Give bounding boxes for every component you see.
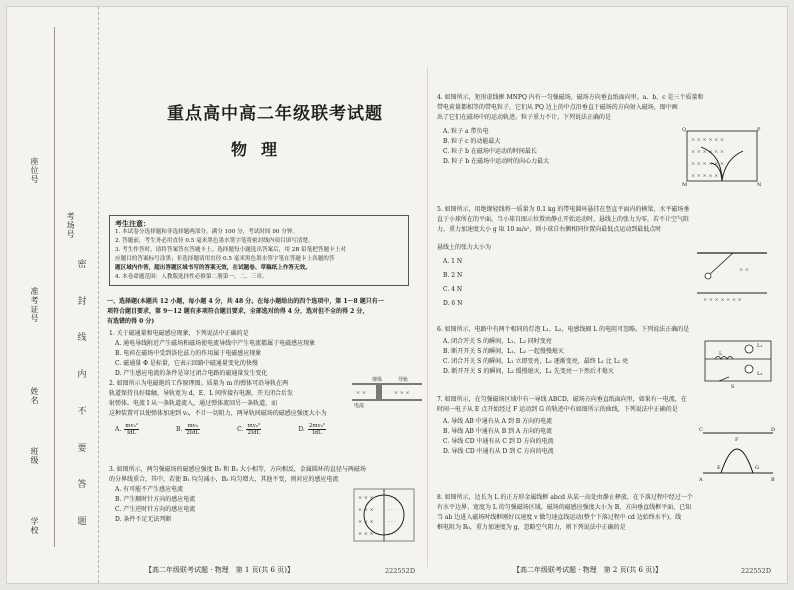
seal-char: 要 [77,443,87,454]
svg-text:G: G [755,465,759,471]
question-stem: 的分界线重合，其中，若使 B₁ 均匀减小，B₂ 均匀增大，其他不变，则对应的感应电流 [109,476,339,483]
seal-char: 密 [77,260,87,270]
svg-text:L₁: L₁ [757,343,763,349]
option: A. 粒子 a 带负电 [443,128,489,135]
inductor-circuit-figure [699,335,777,389]
binding-margin [7,7,99,583]
option: A. 1 N [443,258,463,265]
question-2-cont [109,409,421,419]
svg-text:B: B [771,477,775,483]
notice-item: 2. 答题前，考生务必用直径 0.5 毫米黑色墨水签字笔将密封线内项目填写清楚。 [115,238,314,244]
svg-text:× × × × × × ×: × × × × × × × [703,297,742,303]
railgun-figure [350,375,425,409]
question-stem: 当 ab 边进入磁场时线框刚好以速度 v 做匀速直线运动(整个下落过程中 cd 边始终水平)，线 [437,514,682,521]
svg-text:M: M [682,182,688,187]
seat-number-label: 考场号 [66,212,75,239]
option: A. 有可能不产生感应电流 [115,486,184,493]
ring-fields-figure [350,485,418,545]
svg-text:· · ·: · · · [388,495,396,501]
svg-text:L: L [719,351,723,357]
option: C. 磁通量 Φ 是标量，它表示回路中磁通量变化的快慢 [115,360,258,367]
option: B. 断开开关 S 的瞬间，L₁、L₂ 一起慢慢熄灭 [443,348,564,355]
svg-text:Q: Q [682,127,687,133]
question-stem: 8. 如图所示，边长为 L 的正方形金属线框 abcd 从某一高处由静止释放，在下落过程中经过一个 [437,494,693,501]
notice-item: 题区域内作答，超出答题区域书写的答案无效，在试题卷、草稿纸上作答无效。 [115,265,311,271]
seal-char: 不 [77,406,87,417]
svg-text:× × ×: × × × [358,495,374,501]
question-stem: 框电阻为 R₀，重力加速度为 g，忽略空气阻力，则下列说法中正确的是 [437,524,626,531]
svg-text:P: P [757,127,761,133]
option: C. 产生逆时针方向的感应电流 [115,506,196,513]
question-stem: 1. 关于磁通量和电磁感应现象，下列说法中正确的是 [109,330,249,337]
seal-char: 答 [77,480,87,491]
question-stem: 悬线上的张力大小为 [437,244,492,251]
question-8 [437,493,777,533]
rail-label: 导轨 [398,377,409,383]
option: C. $\frac{\text{mv₀²}}{\text{2IdL}}$ [237,423,261,436]
exam-title: 重点高中高二年级联考试题 [167,104,383,124]
class-label: 班级 [30,447,39,465]
option: D. 导线 CD 中通有从 D 到 C 方向的电流 [443,448,554,455]
svg-text:N: N [757,182,762,187]
section-1-instructions [107,297,419,327]
option: D. 6 N [443,300,463,307]
exam-code: 222552D [385,567,416,575]
school-label: 学校 [30,517,39,535]
page-2 [431,7,783,583]
option: D. 条件不足无法判断 [115,516,172,523]
seal-char: 题 [77,516,87,527]
section-line: 有选错的得 0 分) [107,318,155,325]
option: B. 导线 AB 中通有从 B 到 A 方向的电流 [443,428,553,435]
option: A. 通电导线附近产生磁场和磁场使电流导线中产生电流都属于电磁感应现象 [115,340,316,347]
question-stem: 有水平边界、宽度为 L 的匀强磁场区域，磁场的磁感应强度大小为 B，方向垂直线框平面，已知 [437,504,692,511]
question-stem: 2. 如图所示为电磁炮的工作原理图。质量为 m 的弹体可沿导轨在两 [109,380,289,387]
option: B. 粒子 c 的动能最大 [443,138,501,145]
svg-text:E: E [717,465,721,471]
binding-line [54,27,55,547]
option: C. 导线 CD 中通有从 C 到 D 方向的电流 [443,438,554,445]
svg-text:S: S [731,384,735,389]
section-lead: 一、选择题(本题共 12 小题，每小题 4 分，共 48 分。在每小题给出的四个选项中，第 1～8 题只有一 [107,298,384,305]
svg-text:× × ×: × × × [358,531,374,537]
svg-text:× × ×: × × × [358,507,374,513]
svg-text:F: F [735,437,739,443]
seal-char: 封 [77,296,87,307]
svg-text:· · ·: · · · [388,519,396,525]
q2-options [109,423,329,437]
svg-text:× × ×: × × × [358,519,374,525]
seal-char: 内 [77,370,87,381]
option: C. 粒子 b 在磁场中运动的时间最长 [443,148,537,155]
option: A. 闭合开关 S 的瞬间，L₁、L₂ 同时变亮 [443,338,552,345]
footer-page-2: 【高二年级联考试题 · 物理 第 2 页(共 6 页)】 [513,566,662,574]
notice-item: 3. 考生作答时，请将答案答在答题卡上。选择题每小题选出答案后，用 2B 铅笔把答题卡上对 [115,247,346,253]
svg-text:× × × × × ×: × × × × × × [691,137,725,143]
question-stem: 6. 如图所示，电路中有两个相同的灯泡 L₁、L₂，电感线圈 L 的电阻可忽略。下列说法正确的是 [437,326,690,333]
question-stem: 出了它们在磁场中的运动轨迹。粒子重力不计。下列说法正确的是 [437,114,612,121]
option: D. $\frac{\text{2mv₀²}}{\text{IdL}}$ [298,423,326,436]
question-stem: 3. 如图所示，两匀强磁场的磁感应强度 B₁ 和 B₂ 大小相等，方向相反，金属圆环的直径与两磁场 [109,466,366,473]
question-1 [109,329,421,379]
question-stem: 7. 如图所示，在匀强磁场区域中有一导线 ABCD，磁场方向垂直纸面向里，如果有一电流，在 [437,396,687,403]
option: D. 产生感应电流的条件是穿过闭合电路的磁通量发生变化 [115,370,268,377]
svg-text:L₂: L₂ [757,371,763,377]
seat-label: 座位号 [30,157,39,184]
name-label: 姓名 [30,387,39,405]
footer-page-1: 【高二年级联考试题 · 物理 第 1 页(共 6 页)】 [145,566,294,574]
option: B. 电荷在磁场中受到洛伦兹力的作用属于电磁感应现象 [115,350,262,357]
option: B. $\frac{\text{mv₀}}{\text{2IdL}}$ [175,423,200,436]
svg-text:× × × × × ×: × × × × × × [691,161,725,167]
svg-text:· · ·: · · · [388,507,396,513]
notice-item: 1. 本试卷分选择题和非选择题两部分。满分 100 分，考试时间 90 分钟。 [115,229,299,235]
seal-line-text [75,257,89,527]
question-stem: 射弹体。电流 I 从一条轨道流入，通过弹体流回另一条轨道，而 [109,400,278,407]
page-divider [427,67,428,567]
option: D. 断开开关 S 的瞬间，L₂ 缓慢熄灭，L₁ 先变亮一下然后才熄灭 [443,368,614,375]
page-1 [105,7,425,583]
exam-sheet [6,6,788,584]
question-stem: 时间一电子从 E 点开始经过 F 运动到 G 的轨迹中有如图所示的曲线，下列说法中正确的是 [437,406,678,413]
body-label: 弹体 [372,377,383,383]
seal-char: 线 [77,333,87,344]
svg-text:· · ·: · · · [388,531,396,537]
option: B. 产生顺时针方向的感应电流 [115,496,196,503]
svg-text:× × ×: × × × [394,390,410,396]
magnetic-box-figure [681,125,763,187]
notice-item: 4. 本卷命题范围：人教版选择性必修第二册第一、二、三章。 [115,274,268,280]
question-stem: 带电荷量都相等的带电粒子，它们从 PQ 边上的中点沿垂直于磁场的方向射入磁场，图中画 [437,104,678,111]
question-stem: 直于小球所在的平面，当小球自图示位置由静止开始运动时，悬线上的张力为零，若不计空气阻 [437,216,690,223]
svg-text:D: D [771,427,776,433]
notice-item: 应题目的答案标号涂黑；非选择题请用直径 0.5 毫米黑色墨水签字笔在答题卡上各题的答 [115,256,335,262]
exam-number-label: 准考证号 [30,287,39,323]
svg-text:× ×: × × [356,390,366,396]
notice-box [109,215,409,286]
option: D. 粒子 b 在磁场中运动时的向心力最大 [443,158,550,165]
question-stem: 5. 如图所示，用绝缘轻线将一质量为 0.1 kg 的带电圆环悬挂在竖直平面内的横梁，水平磁场垂 [437,206,690,213]
svg-text:× × × × × ×: × × × × × × [691,173,725,179]
option: C. 4 N [443,286,463,293]
option: C. 闭合开关 S 的瞬间，L₁ 立即变亮，L₂ 逐渐变亮，最终 L₁ 比 L₂ 亮 [443,358,629,365]
question-stem: 力，重力加速度大小 g 取 10 m/s²，则小球自右侧相同位置向最低点运动到最低点时 [437,226,662,233]
notice-title: 考生注意： [115,219,150,228]
current-label: 电流 [354,403,365,409]
option: B. 2 N [443,272,463,279]
pendulum-figure [693,245,771,303]
electron-path-figure [699,427,777,483]
question-2 [109,379,354,409]
svg-text:× ×: × × [739,267,749,273]
subject-title: 物理 [231,140,292,159]
svg-text:× × × × × ×: × × × × × × [691,149,725,155]
svg-text:C: C [699,427,703,433]
question-stem: 4. 如图所示，矩形虚线框 MNPQ 内有一匀强磁场，磁场方向垂直纸面向里。a、b、c 是三个质量和 [437,94,704,101]
option: A. 导线 AB 中通有从 A 到 B 方向的电流 [443,418,553,425]
question-stem: 这种装置可以使弹体加速到 v₀，不计一切阻力，两导轨间磁场的磁感应强度大小为 [109,410,327,417]
option: A. $\frac{\text{mv₀²}}{\text{IdL}}$ [115,423,138,436]
projectile-body [376,384,382,400]
svg-text:A: A [699,477,703,483]
section-line: 项符合题目要求，第 9～12 题有多项符合题目要求，全部选对的得 4 分，选对但不全的得 2 分， [107,308,369,315]
question-stem: 轨道保持良好接触，导轨宽为 d，E、L 间所接有电源，开关闭合后发 [109,390,294,397]
exam-code: 222552D [741,567,772,575]
